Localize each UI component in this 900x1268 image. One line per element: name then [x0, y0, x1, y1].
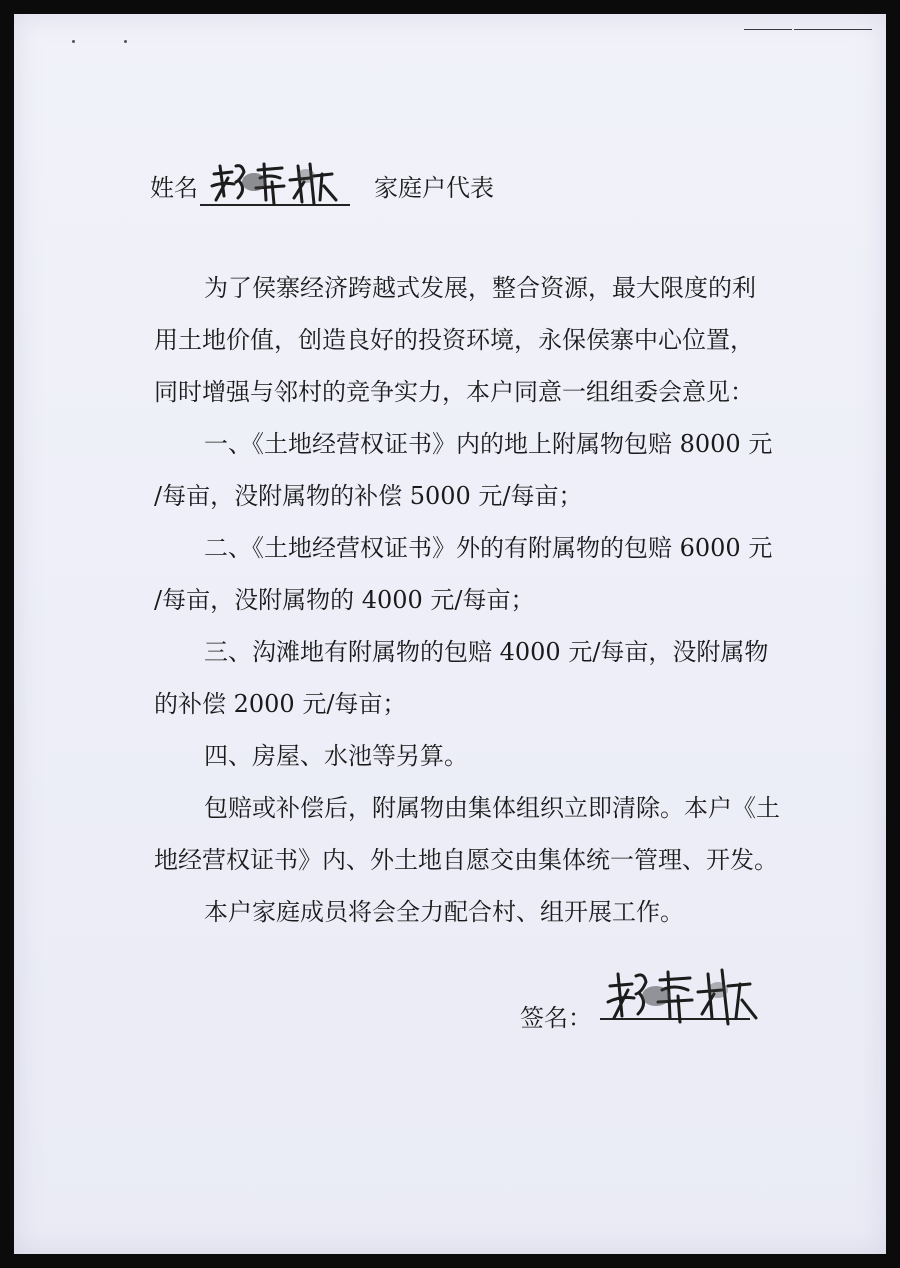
body-line: 包赔或补偿后，附属物由集体组织立即清除。本户《土 [204, 794, 780, 822]
body-line: 地经营权证书》内、外土地自愿交由集体统一管理、开发。 [154, 846, 778, 874]
body-line: 用土地价值，创造良好的投资环境，永保侯寨中心位置， [154, 326, 754, 354]
handwritten-signature-bottom [602, 956, 762, 1036]
signature-label: 签名： [520, 1004, 592, 1032]
document-page [14, 14, 886, 1254]
body-line: 为了侯寨经济跨越式发展，整合资源，最大限度的利 [204, 274, 756, 302]
signature-row [520, 984, 780, 1044]
body-line: 四、房屋、水池等另算。 [204, 742, 468, 770]
body-line: 的补偿 2000 元/每亩； [154, 690, 407, 718]
body-line: 同时增强与邻村的竞争实力，本户同意一组组委会意见： [154, 378, 754, 406]
body-line: 二、《土地经营权证书》外的有附属物的包赔 6000 元 [204, 534, 773, 562]
paper-speck [72, 40, 75, 43]
name-suffix: 家庭户代表 [374, 174, 494, 202]
body-line: /每亩，没附属物的补偿 5000 元/每亩； [154, 482, 583, 510]
name-label: 姓名 [150, 174, 198, 202]
corner-mark-line [744, 29, 792, 30]
handwritten-signature-top [206, 152, 346, 212]
body-line: 一、《土地经营权证书》内的地上附属物包赔 8000 元 [204, 430, 773, 458]
body-line: 三、沟滩地有附属物的包赔 4000 元/每亩，没附属物 [204, 638, 769, 666]
corner-mark-line [794, 29, 872, 30]
body-line: 本户家庭成员将会全力配合村、组开展工作。 [204, 898, 684, 926]
name-row [150, 164, 550, 204]
paper-speck [124, 40, 127, 43]
body-line: /每亩，没附属物的 4000 元/每亩； [154, 586, 535, 614]
body-text [154, 262, 814, 938]
